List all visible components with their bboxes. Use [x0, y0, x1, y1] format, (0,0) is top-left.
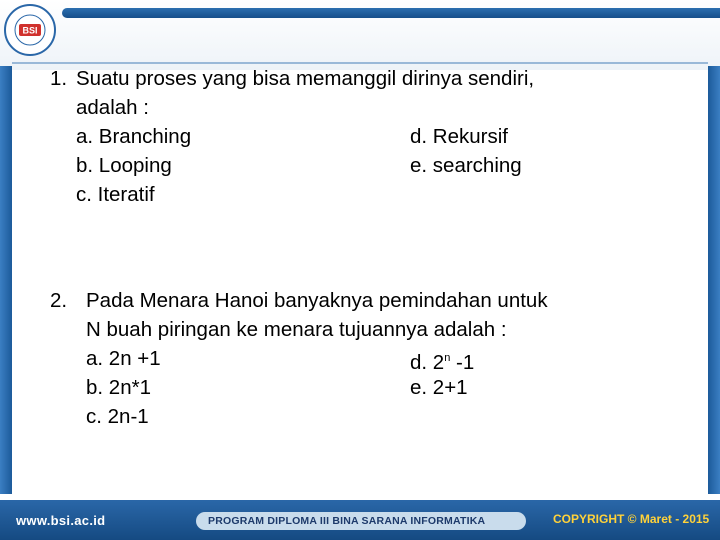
option-1b: b. Looping	[76, 154, 172, 177]
question-2-text-cont: N buah piringan ke menara tujuannya adalah :	[86, 318, 507, 341]
question-2-text: Pada Menara Hanoi banyaknya pemindahan untuk	[86, 289, 548, 312]
option-2b: b. 2n*1	[86, 376, 151, 399]
question-1-text: Suatu proses yang bisa memanggil dirinya sendiri,	[76, 67, 535, 90]
question-1	[50, 64, 700, 209]
footer-bar	[0, 500, 720, 540]
option-2a: a. 2n +1	[86, 347, 161, 370]
question-1-number: 1.	[50, 67, 68, 90]
option-2d-suffix: -1	[450, 351, 475, 374]
question-2	[50, 286, 700, 431]
option-1e: e. searching	[410, 154, 522, 177]
option-1c: c. Iteratif	[76, 183, 155, 206]
footer-program-text: PROGRAM DIPLOMA III BINA SARANA INFORMATIKA	[208, 515, 486, 527]
option-2e: e. 2+1	[410, 376, 468, 399]
svg-text:BSI: BSI	[22, 25, 38, 36]
option-2d-prefix: d. 2	[410, 351, 445, 374]
right-frame-bar	[708, 66, 720, 494]
header-bar	[62, 8, 720, 18]
question-2-number: 2.	[50, 289, 68, 312]
left-frame-bar	[0, 66, 12, 494]
option-2c: c. 2n-1	[86, 405, 149, 428]
footer-copyright: COPYRIGHT © Maret - 2015	[553, 512, 710, 526]
option-2d-exponent: n	[444, 352, 451, 364]
option-1d: d. Rekursif	[410, 125, 508, 148]
bsi-logo	[3, 3, 57, 57]
question-1-text-cont: adalah :	[76, 96, 149, 119]
option-1a: a. Branching	[76, 125, 192, 148]
footer-url[interactable]: www.bsi.ac.id	[16, 513, 106, 528]
